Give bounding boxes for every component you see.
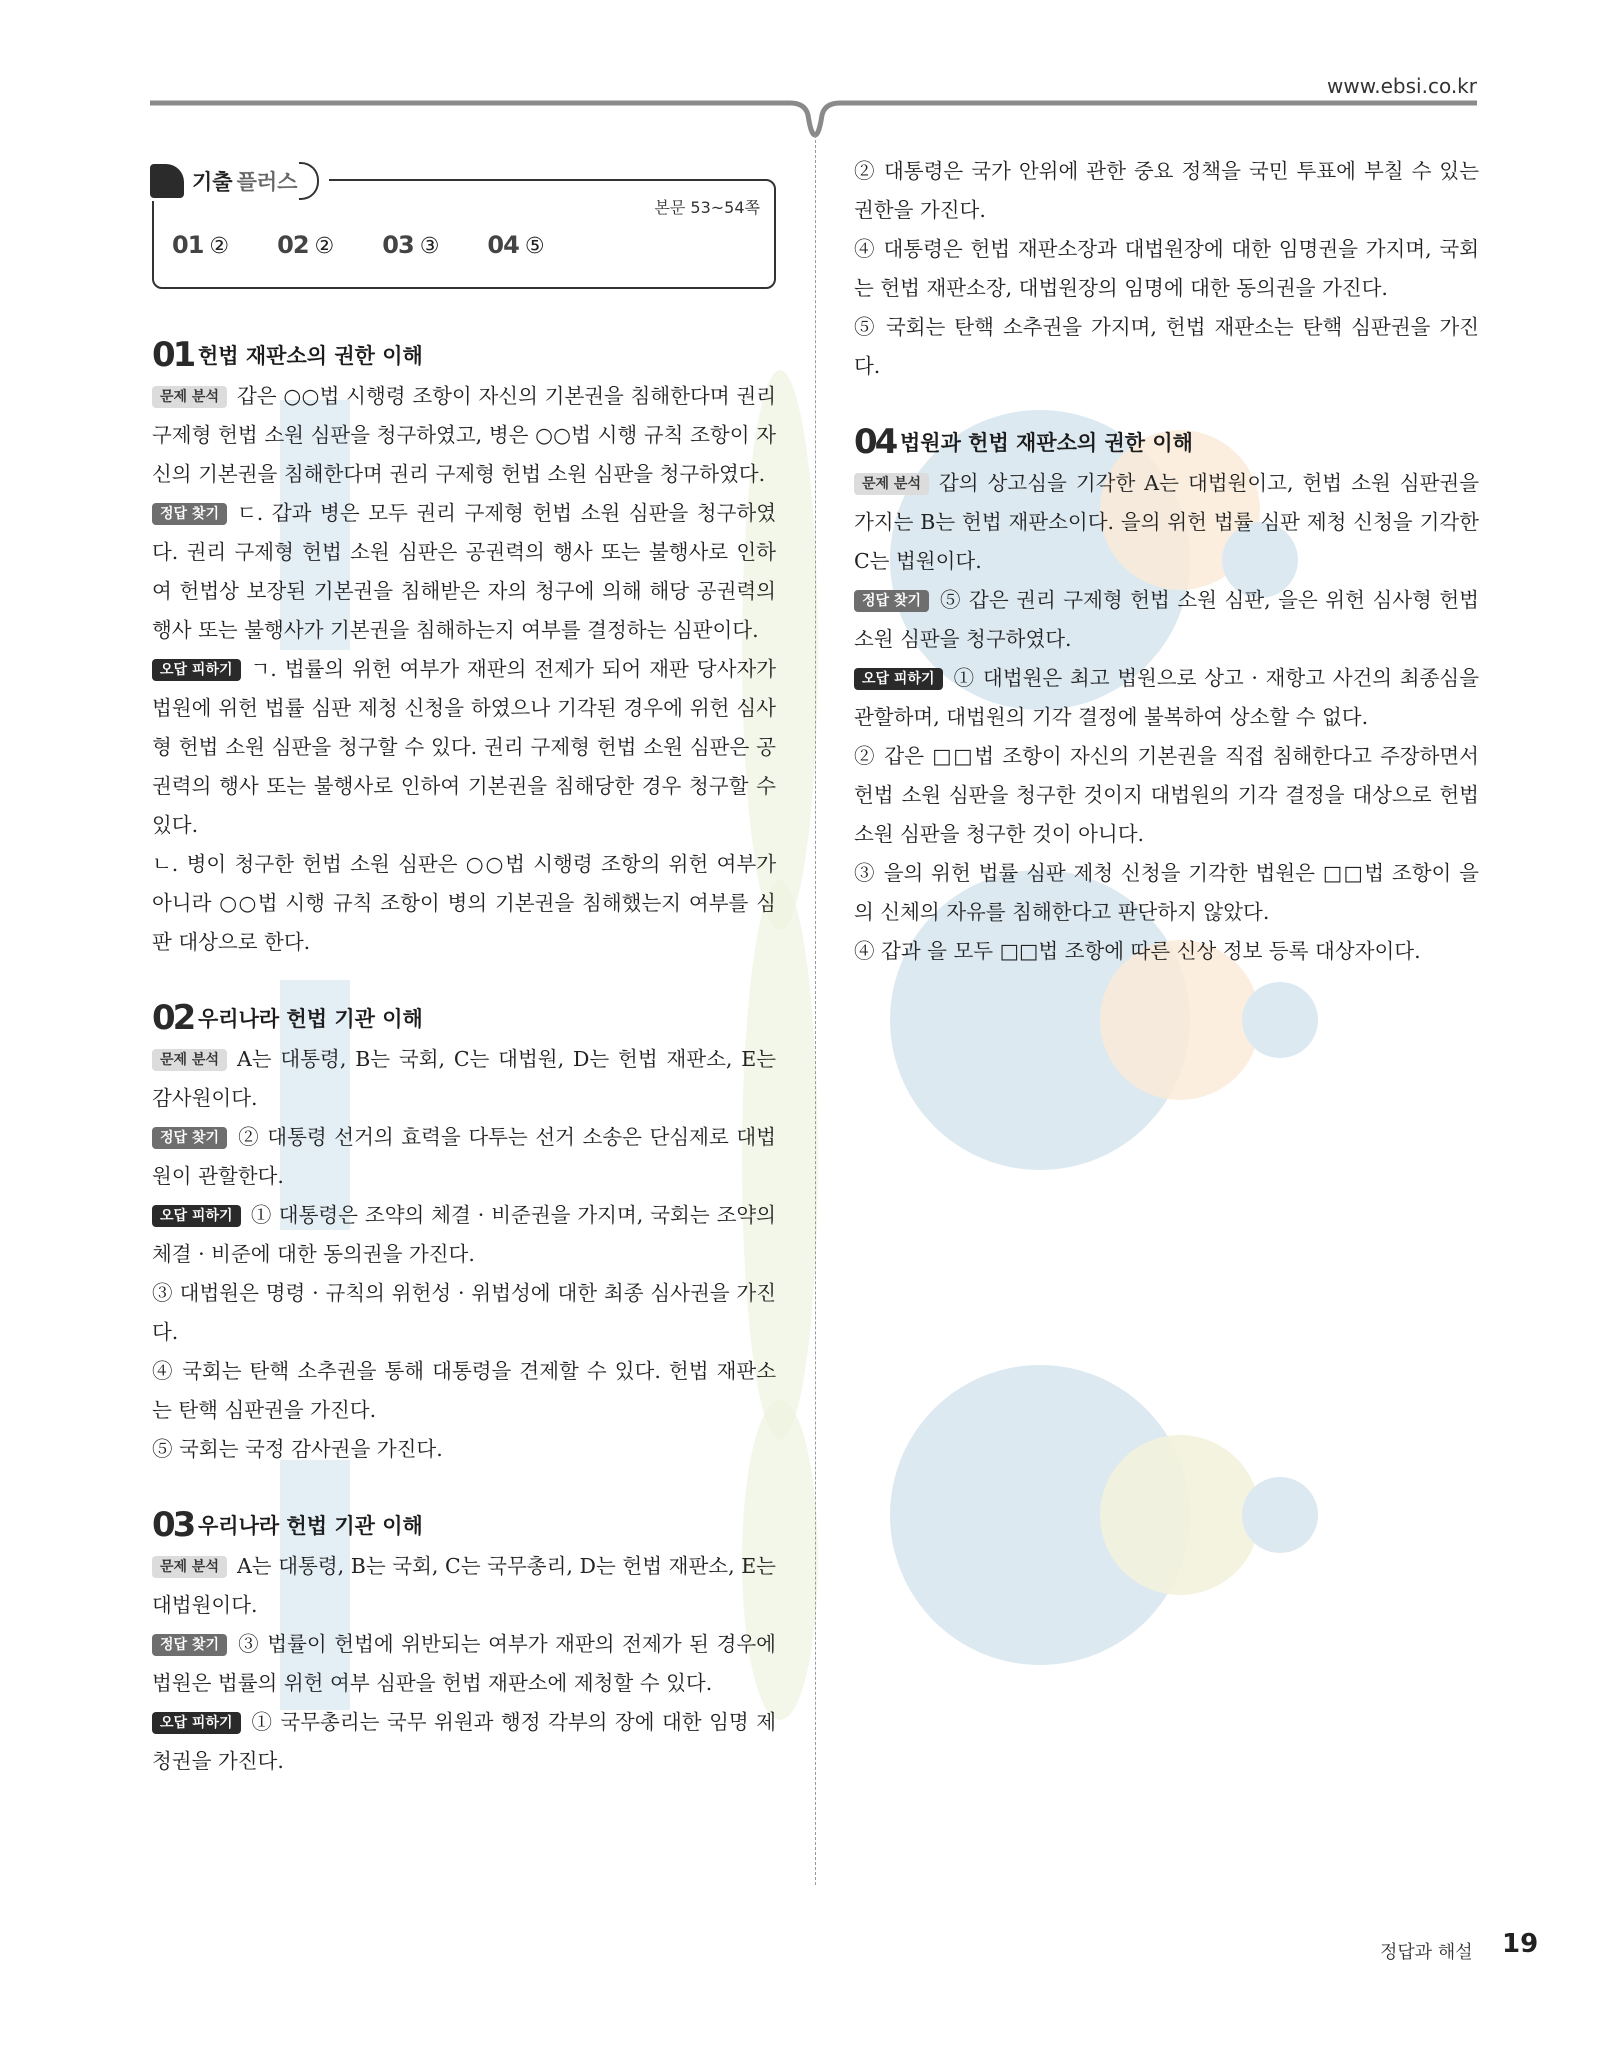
question-number: 01 — [152, 335, 194, 375]
wrong-badge: 오답 피하기 — [854, 668, 943, 690]
analysis-badge: 문제 분석 — [152, 1049, 227, 1071]
tab-cap — [299, 162, 319, 200]
question-title: 법원과 헌법 재판소의 권한 이해 — [900, 431, 1193, 455]
wrong-paragraph: 오답 피하기 ① 대법원은 최고 법원으로 상고 · 재항고 사건의 최종심을 관할하며, 대법원의 기각 결정에 불복하여 상소할 수 없다. — [854, 666, 1479, 729]
summary-title-b: 플러스 — [236, 170, 298, 194]
extra-paragraph: ④ 국회는 탄핵 소추권을 통해 대통령을 견제할 수 있다. 헌법 재판소는 탄핵 심판권을 가진다. — [152, 1359, 776, 1422]
question-03-continued — [854, 152, 1479, 386]
question-number: 03 — [152, 1505, 194, 1545]
site-url: www.ebsi.co.kr — [1327, 74, 1477, 98]
analysis-paragraph: 문제 분석 A는 대통령, B는 국회, C는 국무총리, D는 헌법 재판소, E는 대법원이다. — [152, 1554, 776, 1617]
correct-badge: 정답 찾기 — [152, 1127, 227, 1149]
extra-paragraph: ② 갑은 □□법 조항이 자신의 기본권을 직접 침해한다고 주장하면서 헌법 소원 심판을 청구한 것이지 대법원의 기각 결정을 대상으로 헌법 소원 심판을 청구한 것이 아니다. — [854, 744, 1479, 846]
wrong-badge: 오답 피하기 — [152, 1205, 241, 1227]
wrong-badge: 오답 피하기 — [152, 1712, 241, 1734]
question-number: 04 — [854, 422, 896, 462]
analysis-paragraph: 문제 분석 A는 대통령, B는 국회, C는 대법원, D는 헌법 재판소, E는 감사원이다. — [152, 1047, 776, 1110]
answer-item: 02 ② — [277, 231, 335, 259]
question-heading — [854, 422, 1479, 462]
question-01 — [152, 335, 776, 962]
extra-paragraph: ⑤ 국회는 국정 감사권을 가진다. — [152, 1437, 443, 1461]
question-heading — [152, 998, 776, 1038]
analysis-paragraph: 문제 분석 갑의 상고심을 기각한 A는 대법원이고, 헌법 소원 심판권을 가지는 B는 헌법 재판소이다. 을의 위헌 법률 심판 제청 신청을 기각한 C는 법원이다. — [854, 471, 1479, 573]
answer-summary-box — [152, 170, 776, 289]
wrong-paragraph: 오답 피하기 ① 국무총리는 국무 위원과 행정 각부의 장에 대한 임명 제청권을 가진다. — [152, 1710, 776, 1773]
wrong-paragraph: 오답 피하기 ① 대통령은 조약의 체결 · 비준권을 가지며, 국회는 조약의 체결 · 비준에 대한 동의권을 가진다. — [152, 1203, 776, 1266]
analysis-paragraph: 문제 분석 갑은 ○○법 시행령 조항이 자신의 기본권을 침해한다며 권리 구제형 헌법 소원 심판을 청구하였고, 병은 ○○법 시행 규칙 조항이 자신의 기본권을 침해한다며 권리 구제형 헌법 소원 심판을 청구하였다. — [152, 384, 776, 486]
analysis-badge: 문제 분석 — [152, 386, 227, 408]
answer-item: 04 ⑤ — [487, 231, 545, 259]
page-reference: 본문 53~54쪽 — [654, 198, 760, 217]
analysis-badge: 문제 분석 — [152, 1556, 227, 1578]
correct-paragraph: 정답 찾기 ⑤ 갑은 권리 구제형 헌법 소원 심판, 을은 위헌 심사형 헌법 소원 심판을 청구하였다. — [854, 588, 1479, 651]
extra-paragraph: ⑤ 국회는 탄핵 소추권을 가지며, 헌법 재판소는 탄핵 심판권을 가진다. — [854, 315, 1479, 378]
extra-paragraph: ③ 을의 위헌 법률 심판 제청 신청을 기각한 법원은 □□법 조항이 을의 신체의 자유를 침해한다고 판단하지 않았다. — [854, 861, 1479, 924]
extra-paragraph: ④ 갑과 을 모두 □□법 조항에 따른 신상 정보 등록 대상자이다. — [854, 939, 1421, 963]
extra-paragraph: ④ 대통령은 헌법 재판소장과 대법원장에 대한 임명권을 가지며, 국회는 헌법 재판소장, 대법원장의 임명에 대한 동의권을 가진다. — [854, 237, 1479, 300]
extra-paragraph: ② 대통령은 국가 안위에 관한 중요 정책을 국민 투표에 부칠 수 있는 권한을 가진다. — [854, 159, 1479, 222]
correct-badge: 정답 찾기 — [152, 1634, 227, 1656]
question-04 — [854, 422, 1479, 971]
answer-item: 03 ③ — [382, 231, 440, 259]
flag-icon — [150, 164, 184, 198]
correct-paragraph: 정답 찾기 ② 대통령 선거의 효력을 다투는 선거 소송은 단심제로 대법원이 관할한다. — [152, 1125, 776, 1188]
page-number: 19 — [1502, 1929, 1539, 1959]
question-03 — [152, 1505, 776, 1781]
answer-list — [172, 231, 545, 259]
question-number: 02 — [152, 998, 194, 1038]
left-column — [152, 165, 776, 1817]
column-divider — [815, 135, 816, 1885]
right-column — [854, 152, 1479, 1007]
question-title: 우리나라 헌법 기관 이해 — [198, 1007, 423, 1031]
correct-paragraph: 정답 찾기 ㄷ. 갑과 병은 모두 권리 구제형 헌법 소원 심판을 청구하였다. 권리 구제형 헌법 소원 심판은 공권력의 행사 또는 불행사로 인하여 헌법상 보장된 기본권을 침해받은 자의 청구에 의해 해당 공권력의 행사 또는 불행사가 기본권을 침해하는지 여부를 결정하는 심판이다. — [152, 501, 776, 642]
answer-item: 01 ② — [172, 231, 230, 259]
question-heading — [152, 335, 776, 375]
question-heading — [152, 1505, 776, 1545]
wrong-badge: 오답 피하기 — [152, 659, 241, 681]
footer-label: 정답과 해설 — [1380, 1942, 1473, 1963]
correct-badge: 정답 찾기 — [152, 503, 227, 525]
correct-badge: 정답 찾기 — [854, 590, 929, 612]
summary-tab — [150, 161, 329, 201]
question-title: 헌법 재판소의 권한 이해 — [198, 344, 423, 368]
extra-paragraph: ㄴ. 병이 청구한 헌법 소원 심판은 ○○법 시행령 조항의 위헌 여부가 아니라 ○○법 시행 규칙 조항이 병의 기본권을 침해했는지 여부를 심판 대상으로 한다. — [152, 852, 776, 954]
extra-paragraph: ③ 대법원은 명령 · 규칙의 위헌성 · 위법성에 대한 최종 심사권을 가진다. — [152, 1281, 776, 1344]
correct-paragraph: 정답 찾기 ③ 법률이 헌법에 위반되는 여부가 재판의 전제가 된 경우에 법원은 법률의 위헌 여부 심판을 헌법 재판소에 제청할 수 있다. — [152, 1632, 776, 1695]
wrong-paragraph: 오답 피하기 ㄱ. 법률의 위헌 여부가 재판의 전제가 되어 재판 당사자가 법원에 위헌 법률 심판 제청 신청을 하였으나 기각된 경우에 위헌 심사형 헌법 소원 심판을 청구할 수 있다. 권리 구제형 헌법 소원 심판은 공권력의 행사 또는 불행사로 인하여 기본권을 침해당한 경우 청구할 수 있다. — [152, 657, 776, 837]
summary-title-a: 기출 — [192, 170, 233, 194]
question-02 — [152, 998, 776, 1469]
analysis-badge: 문제 분석 — [854, 473, 929, 495]
question-title: 우리나라 헌법 기관 이해 — [198, 1514, 423, 1538]
